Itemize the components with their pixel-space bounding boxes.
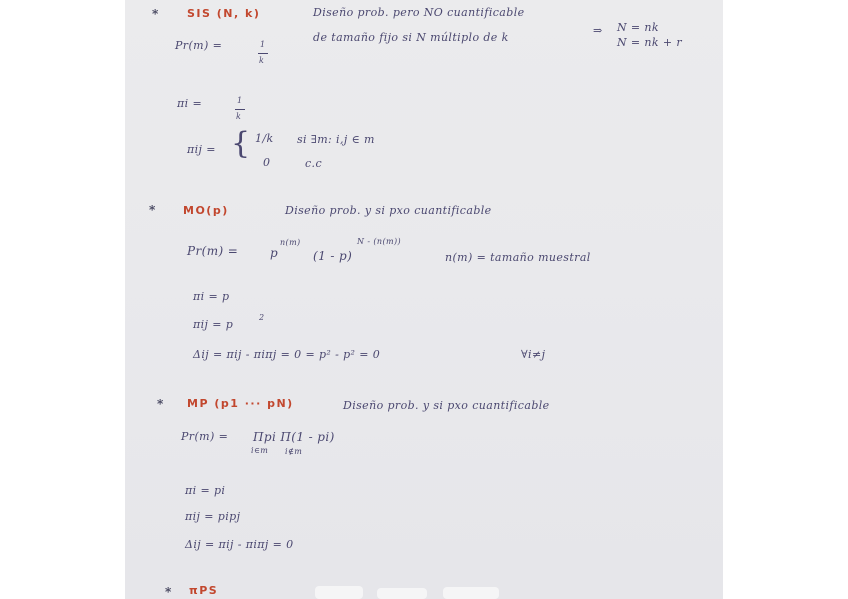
bullet-star: *	[149, 203, 156, 217]
sis-pij-case2-condition: c.c	[305, 157, 323, 170]
pps-title: πPS	[189, 584, 219, 597]
sis-pi-numerator: 1	[237, 96, 243, 105]
mo-pr-base-1: p	[270, 246, 279, 260]
bullet-star: *	[157, 397, 164, 411]
glare-highlight	[443, 587, 499, 599]
mo-nm-definition: n(m) = tamaño muestral	[445, 251, 591, 264]
mp-title: MP (p1 ··· pN)	[187, 397, 294, 410]
bullet-star: *	[165, 585, 172, 599]
mp-pr-subscript-2: i∉m	[285, 447, 303, 456]
sis-condition-2: N = nk + r	[617, 36, 683, 49]
notebook-page	[125, 0, 723, 599]
sis-condition-1: N = nk	[617, 21, 659, 34]
mp-description: Diseño prob. y si pxo cuantificable	[343, 399, 550, 412]
mo-pij-exponent: 2	[259, 313, 265, 322]
sis-pr-lhs: Pr(m) =	[175, 39, 223, 52]
mo-pr-exponent-1: n(m)	[280, 238, 301, 247]
bullet-star: *	[152, 7, 159, 21]
mo-pr-base-2: (1 - p)	[313, 249, 353, 263]
fraction-bar	[235, 109, 245, 110]
sis-pij-lhs: πij =	[187, 143, 216, 156]
glare-highlight	[315, 586, 363, 599]
mo-pr-exponent-2: N - (n(m))	[357, 237, 402, 246]
glare-highlight	[377, 588, 427, 599]
sis-pr-denominator: k	[259, 56, 265, 65]
mo-forall: ∀i≠j	[521, 348, 546, 361]
implies-arrow: ⇒	[593, 24, 603, 37]
sis-pi-lhs: πi =	[177, 97, 203, 110]
sis-pr-numerator: 1	[260, 40, 266, 49]
mp-pr-rhs: Πpi Π(1 - pi)	[253, 430, 335, 444]
sis-pij-case1-condition: si ∃m: i,j ∈ m	[297, 133, 375, 146]
mo-delta: Δij = πij - πiπj = 0 = p² - p² = 0	[193, 348, 381, 361]
sis-description: Diseño prob. pero NO cuantificable	[313, 6, 525, 19]
sis-pi-denominator: k	[236, 112, 242, 121]
mp-delta: Δij = πij - πiπj = 0	[185, 538, 294, 551]
mo-title: MO(p)	[183, 204, 229, 217]
mo-pr-lhs: Pr(m) =	[187, 244, 239, 258]
sis-pij-case2-value: 0	[263, 156, 271, 169]
mp-pi: πi = pi	[185, 484, 226, 497]
mp-pij: πij = pipj	[185, 510, 241, 523]
sis-description-2: de tamaño fijo si N múltiplo de k	[313, 31, 509, 44]
fraction-bar	[258, 53, 268, 54]
mo-description: Diseño prob. y si pxo cuantificable	[285, 204, 492, 217]
mp-pr-lhs: Pr(m) =	[181, 430, 229, 443]
mo-pij: πij = p	[193, 318, 234, 331]
mo-pi: πi = p	[193, 290, 230, 303]
case-brace: {	[231, 126, 251, 161]
mp-pr-subscript-1: i∈m	[251, 446, 269, 455]
sis-title: SIS (N, k)	[187, 7, 261, 20]
sis-pij-case1-value: 1/k	[255, 132, 274, 145]
